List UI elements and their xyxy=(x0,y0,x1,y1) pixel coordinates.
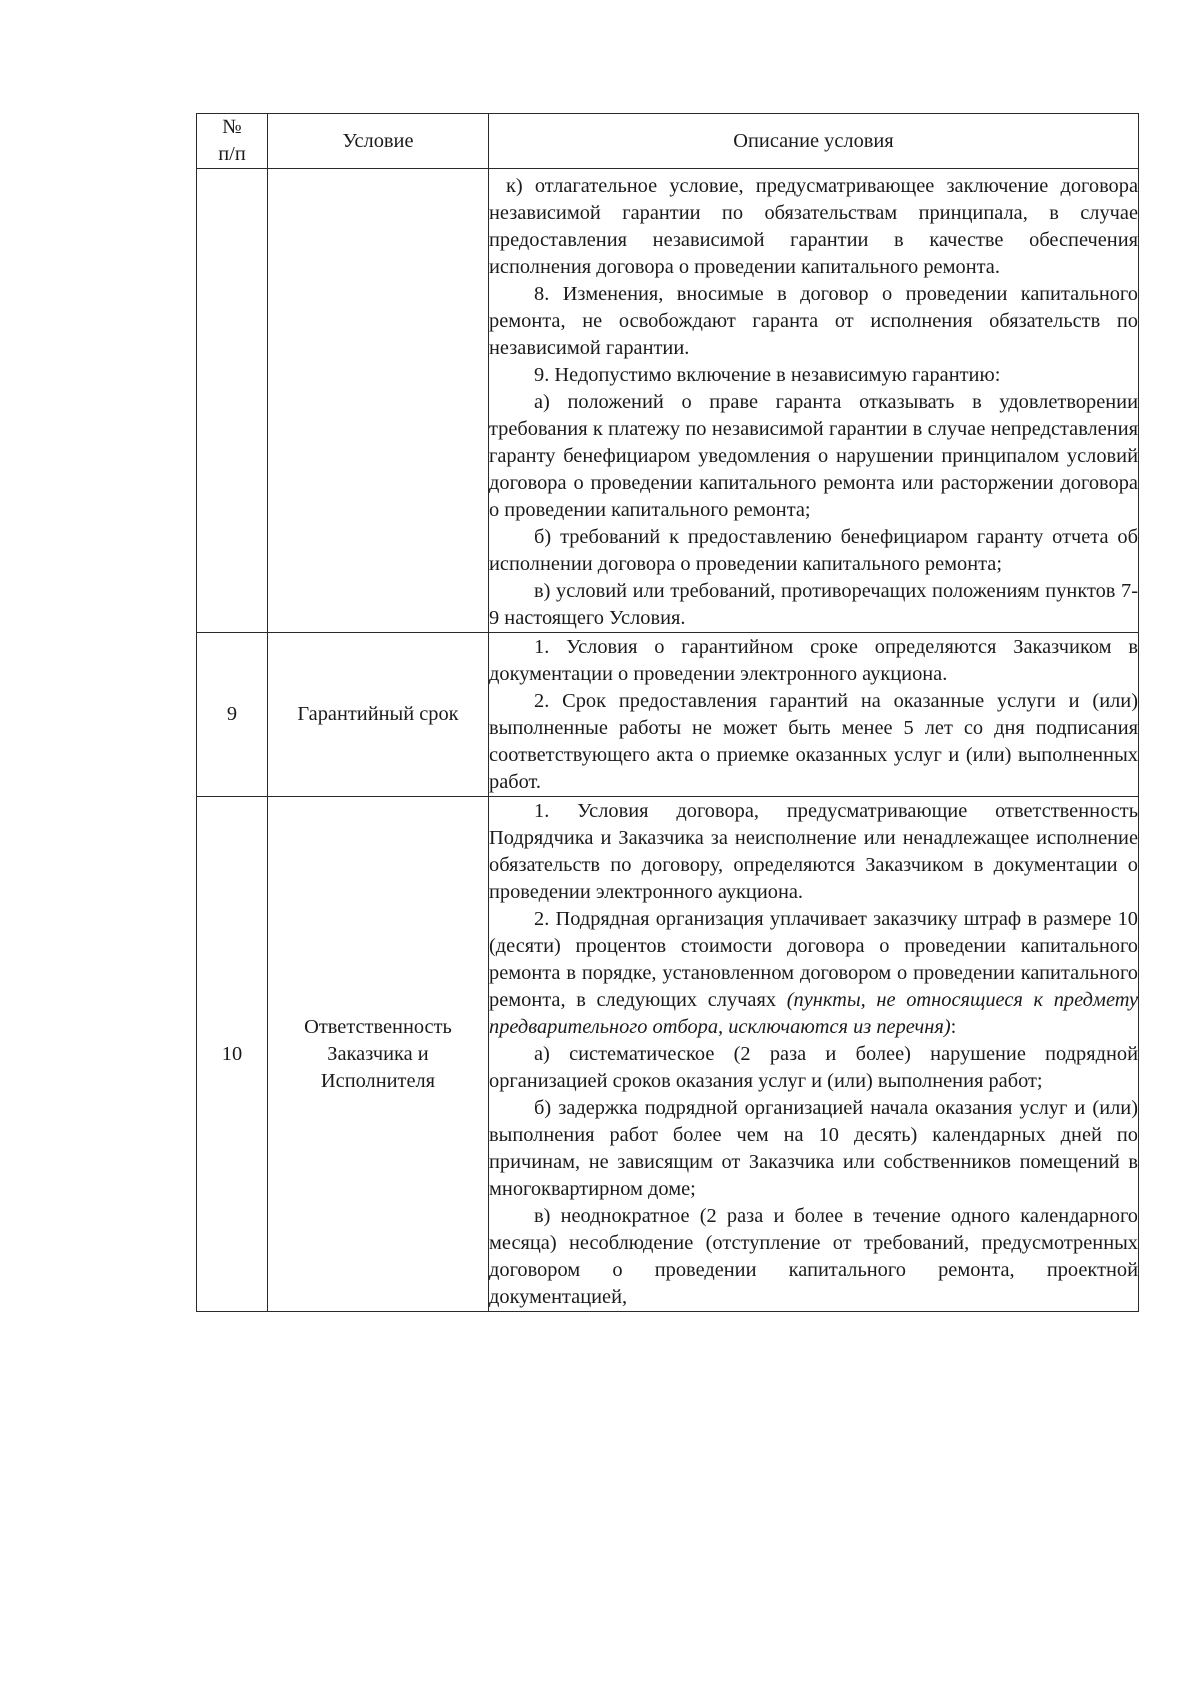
row-number xyxy=(197,169,268,633)
paragraph: а) систематическое (2 раза и более) нарушение подрядной организацией сроков оказания услуг и (или) выполнения работ; xyxy=(489,1043,1138,1092)
row-condition xyxy=(268,169,489,633)
conditions-table xyxy=(196,113,1139,1312)
paragraph: б) требований к предоставлению бенефициаром гаранту отчета об исполнении договора о проведении капитального ремонта; xyxy=(489,526,1138,575)
row-description xyxy=(489,633,1139,797)
paragraph: в) неоднократное (2 раза и более в течение одного календарного месяца) несоблюдение (отступление от требований, предусмотренных договором о проведении капитального ремонта, проектной документацией, xyxy=(489,1205,1138,1308)
row-condition xyxy=(268,797,489,1312)
row-description xyxy=(489,797,1139,1312)
table-row xyxy=(197,169,1139,633)
paragraph: б) задержка подрядной организацией начала оказания услуг и (или) выполнения работ более чем на 10 десять) календарных дней по причинам, не зависящим от Заказчика или собственников помещений в многоквартирном доме; xyxy=(489,1097,1138,1200)
header-number-symbol: № xyxy=(222,116,242,138)
header-description: Описание условия xyxy=(489,114,1139,169)
table-row xyxy=(197,797,1139,1312)
row-condition-line: Заказчика и xyxy=(327,1042,429,1065)
paragraph: к) отлагательное условие, предусматривающее заключение договора независимой гарантии по обязательствам принципала, в случае предоставления независимой гарантии в качестве обеспечения исполнения договора о проведении капитального ремонта. xyxy=(489,175,1138,278)
header-number xyxy=(197,114,268,169)
paragraph-text: 2. Подрядная организация уплачивает заказчику штраф в размере 10 (десяти) процентов стоимости договора о проведении капитального ремонта в порядке, установленном договором о проведении капитального ремонта, в следующих случаях xyxy=(489,908,1138,1011)
paragraph: 9. Недопустимо включение в независимую гарантию: xyxy=(534,364,1001,386)
row-condition: Гарантийный срок xyxy=(268,633,489,797)
row-number: 9 xyxy=(197,633,268,797)
header-number-abbr: п/п xyxy=(218,143,246,165)
italic-note: (пункты, не относящиеся к предмету предварительного отбора, исключаются из перечня) xyxy=(489,989,1138,1038)
paragraph: а) положений о праве гаранта отказывать в удовлетворении требования к платежу по независимой гарантии в случае непредставления гаранту бенефициаром уведомления о нарушении принципалом условий договора о проведении капитального ремонта или расторжении договора о проведении капитального ремонта; xyxy=(489,391,1138,521)
row-number: 10 xyxy=(197,797,268,1312)
paragraph: 2. Срок предоставления гарантий на оказанные услуги и (или) выполненные работы не может быть менее 5 лет со дня подписания соответствующего акта о приемке оказанных услуг и (или) выполненных работ. xyxy=(489,690,1138,793)
paragraph: 1. Условия о гарантийном сроке определяются Заказчиком в документации о проведении электронного аукциона. xyxy=(489,636,1138,685)
paragraph: в) условий или требований, противоречащих положениям пунктов 7-9 настоящего Условия. xyxy=(489,580,1138,629)
table-row xyxy=(197,633,1139,797)
paragraph xyxy=(489,906,1138,1041)
row-condition-line: Исполнителя xyxy=(320,1069,436,1092)
paragraph-punctuation: : xyxy=(950,1016,957,1038)
table-header-row xyxy=(197,114,1139,169)
header-condition: Условие xyxy=(268,114,489,169)
paragraph: 1. Условия договора, предусматривающие ответственность Подрядчика и Заказчика за неисполнение или ненадлежащее исполнение обязательств по договору, определяются Заказчиком в документации о проведении электронного аукциона. xyxy=(489,800,1138,903)
paragraph: 8. Изменения, вносимые в договор о проведении капитального ремонта, не освобождают гаранта от исполнения обязательств по независимой гарантии. xyxy=(489,283,1138,359)
row-condition-line: Ответственность xyxy=(304,1015,452,1038)
row-description xyxy=(489,169,1139,633)
